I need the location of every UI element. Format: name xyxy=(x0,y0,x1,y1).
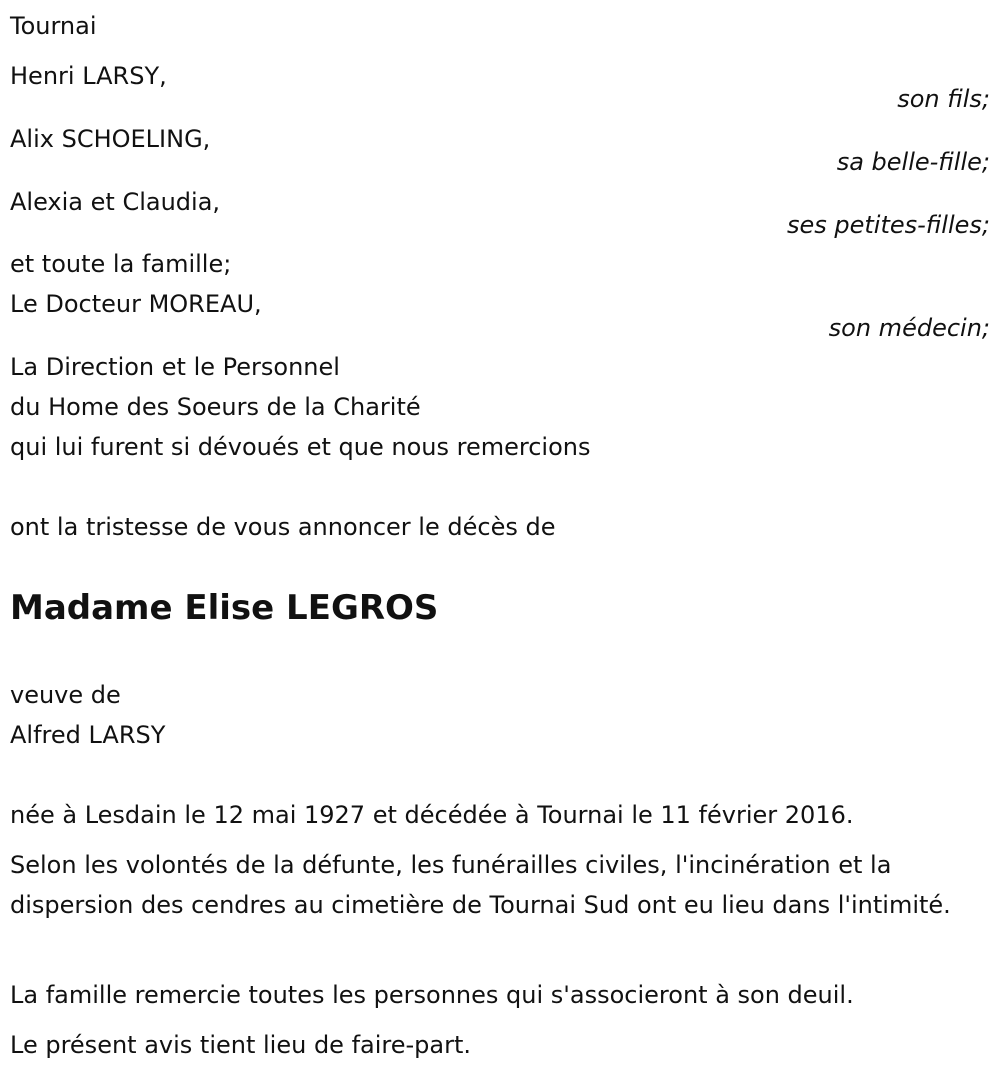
spouse-name: Alfred LARSY xyxy=(10,721,166,749)
family-member-role: sa belle-fille; xyxy=(836,148,990,176)
widow-line: veuve de xyxy=(10,681,121,709)
institution-line: qui lui furent si dévoués et que nous remercions xyxy=(10,433,591,461)
thanks-line: La famille remercie toutes les personnes qui s'associeront à son deuil. xyxy=(10,981,854,1009)
family-member-role: ses petites-filles; xyxy=(786,211,990,239)
family-member-role: son fils; xyxy=(897,85,990,113)
family-member-name: Alix SCHOELING, xyxy=(10,125,211,153)
birth-death-line: née à Lesdain le 12 mai 1927 et décédée à Tournai le 11 février 2016. xyxy=(10,801,854,829)
family-member-name: Henri LARSY, xyxy=(10,62,167,90)
institution-line: du Home des Soeurs de la Charité xyxy=(10,393,421,421)
family-member-name: Alexia et Claudia, xyxy=(10,188,221,216)
deceased-name: Madame Elise LEGROS xyxy=(10,588,439,628)
family-member-name: Le Docteur MOREAU, xyxy=(10,290,262,318)
family-member-name: et toute la famille; xyxy=(10,250,232,278)
announcement-text: ont la tristesse de vous annoncer le décès de xyxy=(10,513,556,541)
institution-line: La Direction et le Personnel xyxy=(10,353,340,381)
city-heading: Tournai xyxy=(10,12,97,40)
family-member-role: son médecin; xyxy=(828,314,990,342)
notice-line: Le présent avis tient lieu de faire-part. xyxy=(10,1031,472,1059)
funeral-paragraph: Selon les volontés de la défunte, les funérailles civiles, l'incinération et la dispersion des cendres au cimetière de Tournai Sud ont eu lieu dans l'intimité. xyxy=(10,851,951,919)
